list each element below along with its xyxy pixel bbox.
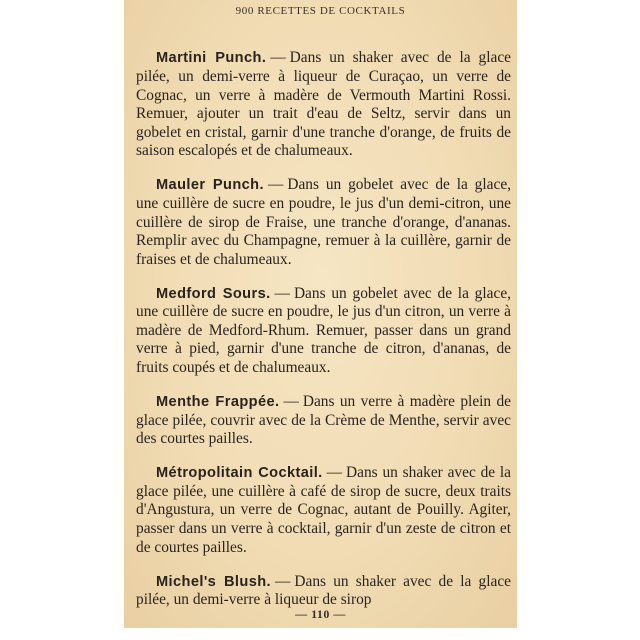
running-head: 900 RECETTES DE COCKTAILS [235,5,406,17]
recipe-name: Martini Punch. [156,50,267,67]
recipe-metropolitain-cocktail [136,464,511,557]
recipe-text: Dans un shaker avec de la glace pilée, un demi-verre à liqueur de Curaçao, un verre de Cognac, un verre à madère de Vermouth Martini Rossi. Remuer, ajouter un trait d'eau de Seltz, servir dans un gobelet en cristal, garnir d'une tranche d'orange, de fruits de saison escalopés et de chalumeaux. [136,49,512,160]
recipe-menthe-frappee [136,393,511,449]
recipe-name: Mauler Punch. [156,177,264,194]
recipe-michels-blush [136,573,511,610]
recipe-mauler-punch [136,176,511,269]
book-page [124,0,517,628]
recipe-name: Michel's Blush. [156,573,271,590]
recipe-list [136,34,511,620]
em-dash: — [267,176,284,194]
em-dash: — [283,393,299,411]
recipe-martini-punch [136,49,511,161]
em-dash: — [275,572,291,590]
recipe-text: Dans un shaker avec de la glace pilée, un demi-verre à liqueur de sirop [136,572,512,609]
recipe-medford-sours [136,285,511,378]
em-dash: — [274,284,290,302]
page-number: — 110 — [295,607,346,621]
em-dash: — [270,49,286,67]
recipe-text: Dans un shaker avec de la glace pilée, une cuillère à café de sirop de sucre, deux traits d'Angustura, un verre de Cognac, autant de Pouilly. Agiter, passer dans un verre à cocktail, garnir d'un zeste de citron et de courtes pailles. [136,464,511,556]
em-dash: — [326,464,343,482]
recipe-name: Medford Sours. [156,285,271,302]
recipe-name: Menthe Frappée. [156,394,280,411]
recipe-text: Dans un gobelet avec de la glace, une cuillère de sucre en poudre, le jus d'un citron, un verre à madère de Medford-Rhum. Remuer, passer dans un grand verre à pied, garnir d'une tranche de citron, d'ananas, de fruits coupés et de chalumeaux. [136,284,511,377]
recipe-text: Dans un verre à madère plein de glace pilée, couvrir avec de la Crème de Menthe, servir avec des courtes pailles. [136,393,511,448]
recipe-text: Dans un gobelet avec de la glace, une cuillère de sucre en poudre, le jus d'un demi-citron, une cuillère de sirop de Fraise, une tranche d'orange, d'ananas. Remplir avec du Champagne, remuer à la cuillère, garnir de fraises et de chalumeaux. [136,176,511,268]
recipe-name: Métropolitain Cocktail. [156,465,323,482]
